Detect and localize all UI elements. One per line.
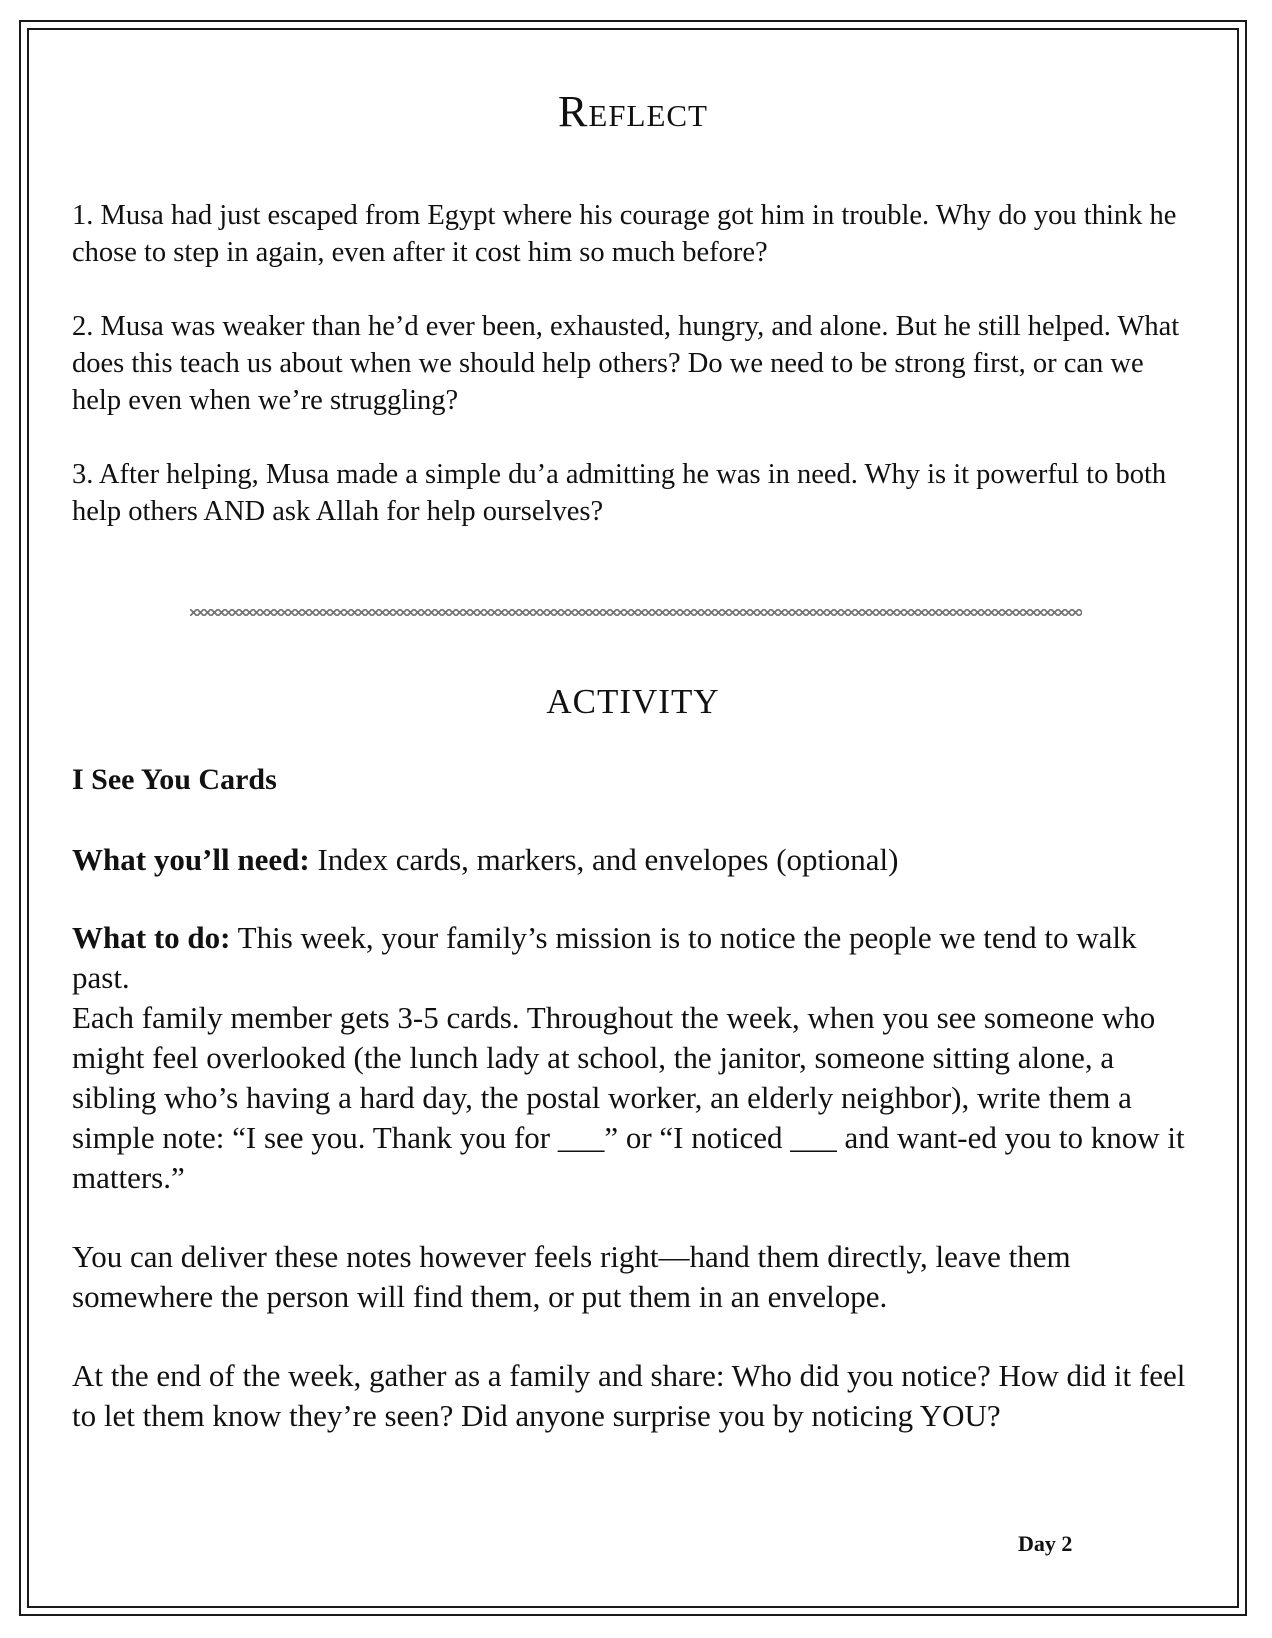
reflect-question-2: 2. Musa was weaker than he’d ever been, exhausted, hungry, and alone. But he still helped. What does this teach us about when we should help others? Do we need to be strong first, or can we help even when we’re struggling?	[72, 311, 1180, 416]
delivery-paragraph: You can deliver these notes however feels right—hand them directly, leave them somewhere the person will find them, or put them in an envelope.	[72, 1239, 1071, 1314]
materials-paragraph	[72, 840, 1194, 880]
activity-subtitle: I See You Cards	[72, 763, 277, 796]
share-paragraph: At the end of the week, gather as a family and share: Who did you notice? How did it feel to let them know they’re seen? Did anyone surprise you by noticing YOU?	[72, 1358, 1186, 1433]
page-label: Day 2	[1018, 1531, 1073, 1556]
materials-label: What you’ll need:	[72, 842, 310, 877]
activity-title: ACTIVITY	[546, 682, 720, 721]
reflect-question-3: 3. After helping, Musa made a simple du’a admitting he was in need. Why is it powerful to both help others AND ask Allah for help ourselves?	[72, 459, 1167, 527]
instructions-label: What to do:	[72, 920, 231, 955]
reflect-title: Reflect	[557, 87, 708, 136]
reflect-question-1: 1. Musa had just escaped from Egypt where his courage got him in trouble. Why do you think he chose to step in again, even after it cost him so much before?	[72, 200, 1177, 268]
materials-text: Index cards, markers, and envelopes (optional)	[309, 842, 899, 877]
ornamental-divider	[190, 609, 1082, 617]
instructions-text-2: Each family member gets 3-5 cards. Throughout the week, when you see someone who might feel overlooked (the lunch lady at school, the janitor, someone sitting alone, a sibling who’s having a hard day, the postal worker, an elderly neighbor), write them a simple note: “I see you. Thank you for ___” or “I noticed ___ and want-ed you to know it matters.”	[72, 1000, 1185, 1195]
instructions-paragraph	[72, 918, 1194, 1198]
instructions-text: This week, your family’s mission is to notice the people we tend to walk past.	[72, 920, 1137, 995]
